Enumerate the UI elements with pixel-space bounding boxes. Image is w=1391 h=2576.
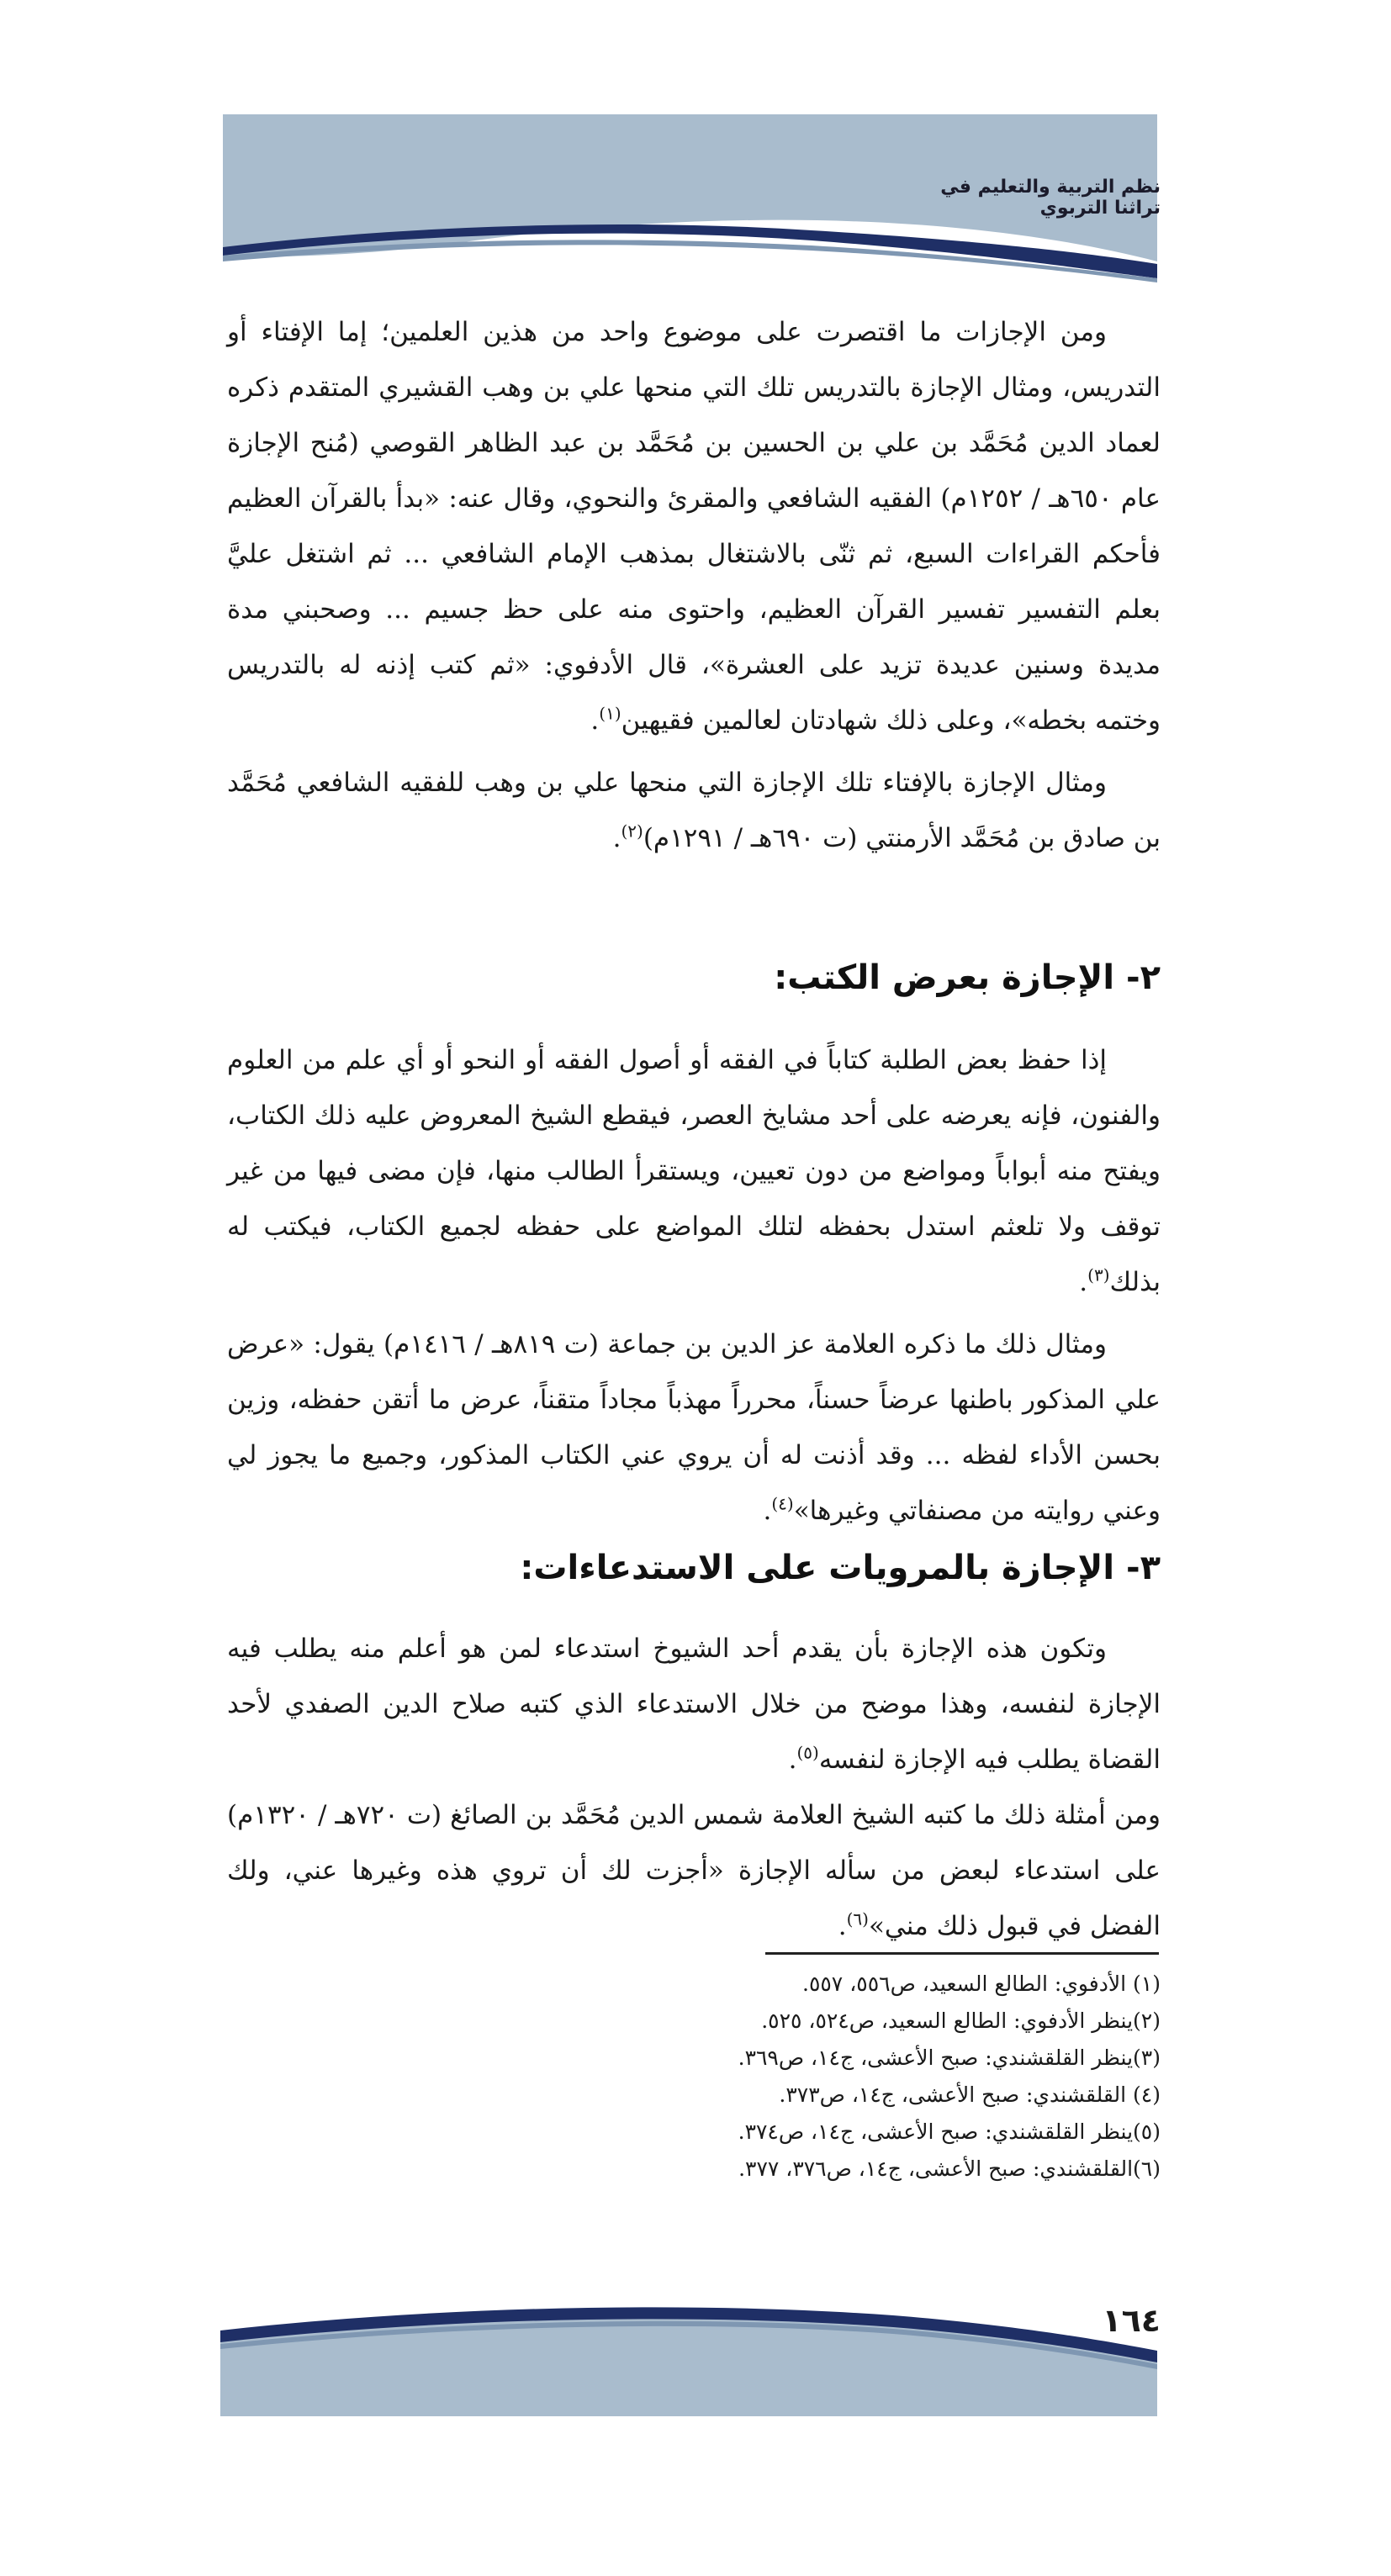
page-number: ١٦٤ [1102, 2302, 1161, 2339]
footnote: (٢)ينظر الأدفوي: الطالع السعيد، ص٥٢٤، ٥٢٥. [761, 2009, 1161, 2033]
paragraph-text: ومثال ذلك ما ذكره العلامة عز الدين بن جماعة (ت ٨١٩هـ / ١٤١٦م) يقول: «عرض علي المذكور باطنها عرضاً حسناً، محرراً مهذباً مجاداً متقناً، عرض ما أتقن حفظه، وزين بحسن الأداء لفظه ... وقد أذنت له أن يروي عني الكتاب المذكور، وجميع ما يجوز لي وعني روايته من مصنفاتي وغيرها» [227, 1329, 1161, 1526]
period: . [590, 705, 600, 736]
paragraph [227, 1317, 1161, 1539]
footnotes [227, 1966, 1161, 2188]
paragraph [227, 1621, 1161, 1787]
body-section-1 [227, 304, 1161, 866]
footnote-ref: (١) [599, 703, 621, 724]
period: . [838, 1911, 847, 1941]
paragraph [227, 304, 1161, 748]
paragraph [227, 1787, 1161, 1954]
footnote-ref: (٣) [1087, 1264, 1110, 1285]
footnote-ref: (٦) [846, 1908, 869, 1929]
paragraph [227, 1032, 1161, 1310]
paragraph-text: ومن الإجازات ما اقتصرت على موضوع واحد من هذين العلمين؛ إما الإفتاء أو التدريس، ومثال الإجازة بالتدريس تلك التي منحها علي بن وهب القشيري المتقدم ذكره لعماد الدين مُحَمَّد بن علي بن الحسين بن مُحَمَّد بن عبد الظاهر القوصي (مُنح الإجازة عام ٦٥٠هـ / ١٢٥٢م) الفقيه الشافعي والمقرئ والنحوي، وقال عنه: «بدأ بالقرآن العظيم فأحكم القراءات السبع، ثم ثنّى بالاشتغال بمذهب الإمام الشافعي ... ثم اشتغل عليَّ بعلم التفسير تفسير القرآن العظيم، واحتوى منه على حظ جسيم ... وصحبني مدة مديدة وسنين عديدة تزيد على العشرة»، قال الأدفوي: «ثم كتب إذنه له بالتدريس وختمه بخطه»، وعلى ذلك شهادتان لعالمين فقيهين [227, 317, 1161, 736]
footnote-ref: (٤) [771, 1493, 794, 1514]
section-heading: ٢- الإجازة بعرض الكتب: [774, 958, 1161, 997]
footnote-ref: (٢) [621, 821, 643, 842]
period: . [1079, 1267, 1088, 1297]
footnote: (٥)ينظر القلقشندي: صبح الأعشى، ج١٤، ص٣٧٤. [738, 2119, 1161, 2144]
footnote: (١) الأدفوي: الطالع السعيد، ص٥٥٦، ٥٥٧. [802, 1972, 1161, 1996]
running-header-title: نظم التربية والتعليم في تراثنا التربوي [940, 177, 1161, 219]
footer-band [220, 2307, 1157, 2416]
footnote-ref: (٥) [796, 1742, 819, 1763]
paragraph-text: ومن أمثلة ذلك ما كتبه الشيخ العلامة شمس الدين مُحَمَّد بن الصائغ (ت ٧٢٠هـ / ١٣٢٠م) على استدعاء لبعض من سأله الإجازة «أجزت لك أن تروي هذه وغيرها عني، ولك الفضل في قبول ذلك مني» [227, 1800, 1161, 1941]
paragraph-text: ومثال الإجازة بالإفتاء تلك الإجازة التي منحها علي بن وهب للفقيه الشافعي مُحَمَّد بن صادق بن مُحَمَّد الأرمنتي (ت ٦٩٠هـ / ١٢٩١م) [227, 768, 1161, 853]
paragraph-text: وتكون هذه الإجازة بأن يقدم أحد الشيوخ استدعاء لمن هو أعلم منه يطلب فيه الإجازة لنفسه، وهذا موضح من خلال الاستدعاء الذي كتبه صلاح الدين الصفدي لأحد القضاة يطلب فيه الإجازة لنفسه [227, 1634, 1161, 1775]
period: . [612, 823, 621, 853]
body-section-2 [227, 1032, 1161, 1539]
body-section-3 [227, 1621, 1161, 1954]
paragraph [227, 755, 1161, 866]
section-heading: ٣- الإجازة بالمرويات على الاستدعاءات: [520, 1549, 1161, 1587]
footnote: (٣)ينظر القلقشندي: صبح الأعشى، ج١٤، ص٣٦٩. [738, 2045, 1161, 2070]
period: . [763, 1496, 772, 1526]
footnote-separator [765, 1952, 1159, 1955]
footnote: (٤) القلقشندي: صبح الأعشى، ج١٤، ص٣٧٣. [779, 2082, 1161, 2107]
period: . [788, 1745, 797, 1775]
footnote: (٦)القلقشندي: صبح الأعشى، ج١٤، ص٣٧٦، ٣٧٧. [738, 2156, 1161, 2181]
paragraph-text: إذا حفظ بعض الطلبة كتاباً في الفقه أو أصول الفقه أو النحو أو أي علم من العلوم والفنون، فإنه يعرضه على أحد مشايخ العصر، فيقطع الشيخ المعروض عليه ذلك الكتاب، ويفتح منه أبواباً ومواضع من دون تعيين، ويستقرأ الطالب منها، فإن مضى فيها من غير توقف ولا تلعثم استدل بحفظه لتلك المواضع على حفظه لجميع الكتاب، فيكتب له بذلك [227, 1045, 1161, 1297]
